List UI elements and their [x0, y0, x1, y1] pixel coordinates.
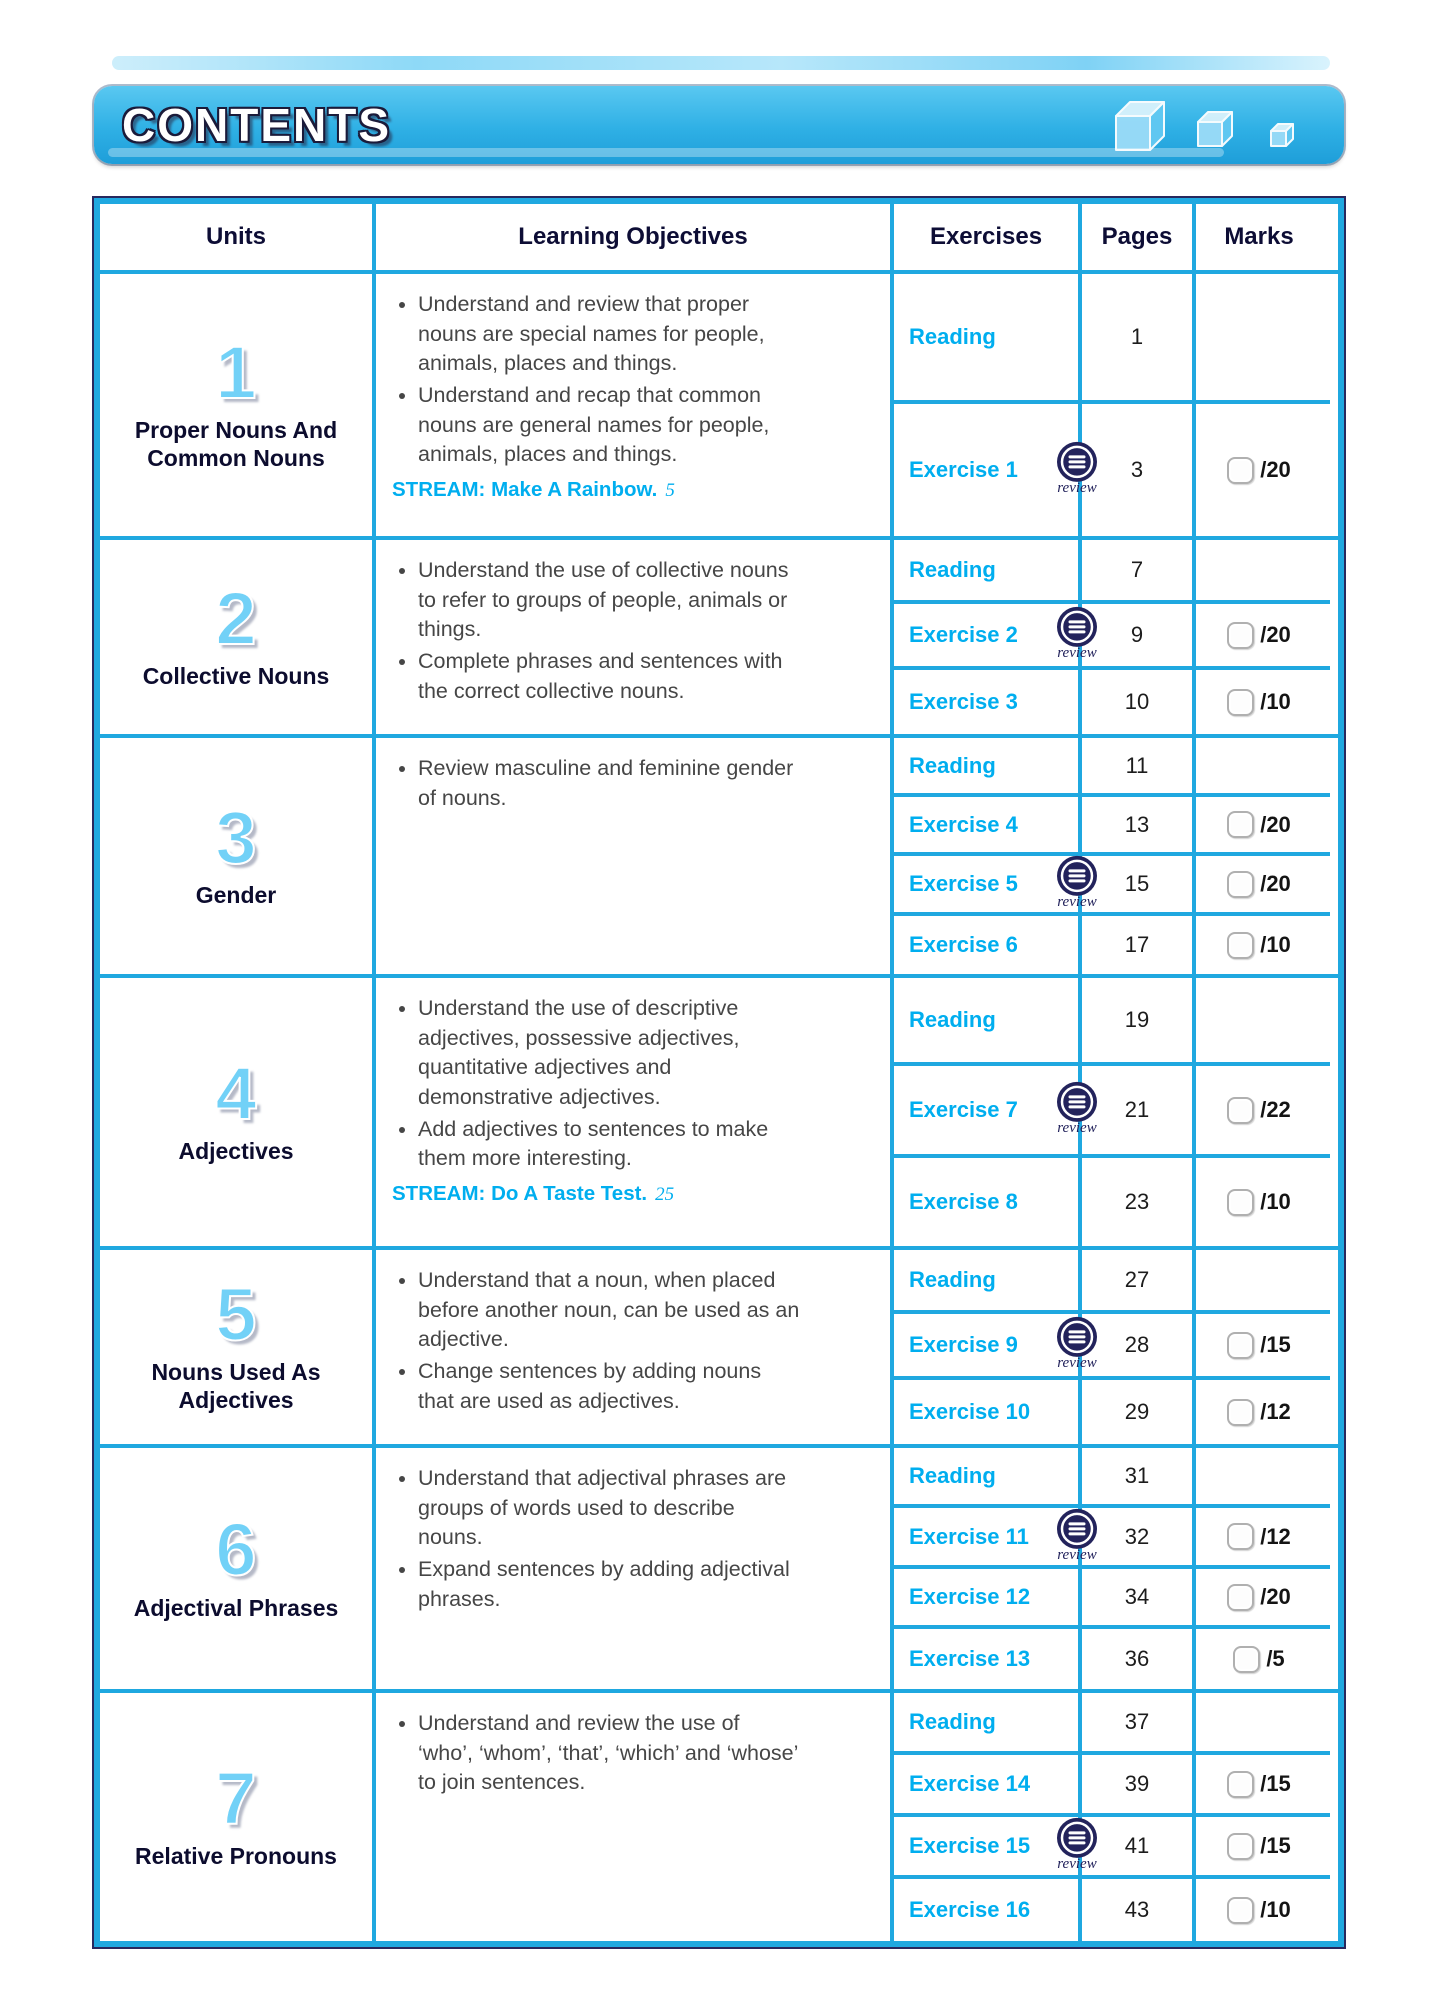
exercise-row	[894, 1380, 1330, 1444]
unit-number: 6	[215, 1508, 257, 1592]
exercise-row	[894, 1817, 1330, 1879]
reading-label: Reading	[909, 1267, 996, 1292]
marks-box	[1227, 1399, 1254, 1426]
review-stamp-icon	[1050, 606, 1104, 662]
page-number: 28	[1124, 1332, 1150, 1357]
page-number: 34	[1124, 1584, 1150, 1609]
marks-box	[1227, 1897, 1254, 1924]
page-number: 23	[1124, 1189, 1150, 1214]
stream-text: STREAM: Do A Taste Test.	[392, 1181, 648, 1205]
marks-box	[1227, 1771, 1254, 1798]
unit-name: Gender	[195, 882, 277, 909]
unit-cell	[100, 1448, 376, 1689]
cube-icons	[1106, 94, 1326, 158]
objective-item: • Understand the use of descriptive adjectives, possessive adjectives, quantitative adjectives and demonstrative adjectives.	[418, 994, 800, 1113]
unit-number: 7	[215, 1756, 257, 1840]
review-stamp-icon	[1050, 1507, 1104, 1563]
page-number: 39	[1124, 1771, 1150, 1796]
decorative-strip	[112, 56, 1330, 70]
page-number: 11	[1125, 752, 1149, 778]
marks-box	[1227, 1584, 1254, 1611]
marks-cell	[1196, 1569, 1322, 1625]
review-stamp-label: review	[1057, 1855, 1097, 1872]
marks-box	[1227, 1097, 1254, 1124]
marks-box	[1227, 689, 1254, 716]
exercise-row	[894, 1250, 1330, 1314]
exercise-row	[894, 1755, 1330, 1817]
unit-name: Proper Nouns And Common Nouns	[134, 417, 338, 472]
stream-page-number: 5	[665, 479, 675, 501]
unit-cell	[100, 738, 376, 974]
page-number: 27	[1124, 1267, 1150, 1292]
marks-value: /20	[1260, 811, 1291, 837]
exercise-row	[894, 1569, 1330, 1629]
marks-cell	[1196, 1250, 1322, 1310]
exercise-rows	[894, 540, 1330, 734]
review-stamp-label: review	[1057, 1119, 1097, 1136]
unit-cell	[100, 540, 376, 734]
page-banner	[94, 86, 1344, 164]
review-stamp-label: review	[1057, 644, 1097, 661]
review-stamp-label: review	[1057, 1546, 1097, 1563]
marks-value: /5	[1266, 1646, 1285, 1671]
page-number: 15	[1124, 871, 1150, 896]
exercise-row	[894, 978, 1330, 1066]
review-stamp-icon	[1050, 855, 1104, 911]
learning-objectives-cell	[376, 274, 894, 536]
exercise-label: Exercise 3	[909, 689, 1018, 714]
stream-text: STREAM: Make A Rainbow.	[392, 477, 658, 501]
learning-objectives-cell	[376, 978, 894, 1246]
exercise-rows	[894, 1693, 1330, 1941]
unit-cell	[100, 274, 376, 536]
marks-cell	[1196, 978, 1322, 1062]
exercise-label: Exercise 14	[909, 1771, 1031, 1796]
reading-label: Reading	[909, 1709, 996, 1734]
unit-row-7	[100, 1693, 1338, 1941]
review-stamp-icon	[1050, 1817, 1104, 1873]
unit-cell	[100, 1693, 376, 1941]
stream-note	[392, 1182, 800, 1206]
objective-item: • Understand and recap that common nouns are general names for people, animals, places and things.	[418, 381, 800, 470]
page-number: 7	[1130, 557, 1144, 582]
page-number: 17	[1124, 932, 1150, 957]
objective-item: • Expand sentences by adding adjectival phrases.	[418, 1555, 800, 1614]
unit-cell	[100, 1250, 376, 1444]
unit-row-3	[100, 738, 1338, 978]
reading-label: Reading	[909, 324, 996, 349]
page-number: 36	[1124, 1646, 1150, 1671]
exercise-row	[894, 1314, 1330, 1380]
objective-item: • Complete phrases and sentences with the correct collective nouns.	[418, 647, 800, 706]
exercise-row	[894, 1879, 1330, 1941]
marks-cell	[1196, 404, 1322, 536]
page-title: CONTENTS	[122, 99, 391, 151]
exercise-label: Exercise 1	[909, 457, 1018, 482]
column-header-objectives: Learning Objectives	[376, 204, 894, 270]
marks-box	[1227, 1189, 1254, 1216]
marks-box	[1227, 1332, 1254, 1359]
marks-cell	[1196, 1448, 1322, 1504]
review-stamp-icon	[1050, 441, 1104, 497]
column-header-pages: Pages	[1082, 204, 1196, 270]
page-number: 21	[1124, 1097, 1150, 1122]
marks-box	[1227, 1523, 1254, 1550]
exercise-row	[894, 404, 1330, 536]
reading-label: Reading	[909, 752, 996, 778]
marks-cell	[1196, 738, 1322, 793]
review-stamp-label: review	[1057, 893, 1097, 910]
exercise-label: Exercise 5	[909, 871, 1018, 896]
marks-value: /10	[1260, 932, 1291, 957]
objective-item: • Change sentences by adding nouns that are used as adjectives.	[418, 1357, 800, 1416]
exercise-label: Exercise 7	[909, 1097, 1018, 1122]
unit-number: 4	[215, 1051, 257, 1135]
unit-row-4	[100, 978, 1338, 1250]
unit-number: 5	[215, 1272, 257, 1356]
exercise-rows	[894, 978, 1330, 1246]
page-number: 32	[1124, 1523, 1150, 1549]
exercise-row	[894, 856, 1330, 916]
objective-item: • Understand the use of collective nouns to refer to groups of people, animals or things.	[418, 556, 800, 645]
unit-name: Adjectival Phrases	[133, 1594, 339, 1621]
exercise-label: Exercise 12	[909, 1584, 1031, 1609]
review-stamp-icon	[1050, 1316, 1104, 1372]
exercise-row	[894, 670, 1330, 734]
unit-name: Nouns Used As Adjectives	[151, 1359, 321, 1414]
contents-table	[94, 198, 1344, 1947]
page-number: 13	[1124, 811, 1150, 837]
exercise-rows	[894, 1448, 1330, 1689]
unit-number: 1	[215, 330, 257, 414]
exercise-label: Exercise 10	[909, 1399, 1031, 1424]
marks-cell	[1196, 274, 1322, 400]
review-stamp-icon	[1050, 1081, 1104, 1137]
marks-box	[1227, 622, 1254, 649]
marks-cell	[1196, 540, 1322, 600]
marks-cell	[1196, 1817, 1322, 1875]
stream-note	[392, 478, 800, 502]
objective-item: • Understand that a noun, when placed before another noun, can be used as an adjective.	[418, 1266, 800, 1355]
page-number: 29	[1124, 1399, 1150, 1424]
page-number: 1	[1130, 324, 1144, 349]
exercise-row	[894, 1693, 1330, 1755]
exercise-row	[894, 1448, 1330, 1508]
page-number: 9	[1130, 622, 1144, 647]
marks-value: /12	[1260, 1523, 1291, 1549]
exercise-row	[894, 1158, 1330, 1246]
marks-cell	[1196, 670, 1322, 734]
marks-value: /20	[1260, 871, 1291, 896]
exercise-label: Exercise 6	[909, 932, 1018, 957]
reading-label: Reading	[909, 1463, 996, 1488]
marks-cell	[1196, 1066, 1322, 1154]
exercise-label: Exercise 9	[909, 1332, 1018, 1357]
unit-row-5	[100, 1250, 1338, 1448]
exercise-label: Exercise 15	[909, 1833, 1031, 1858]
exercise-row	[894, 1066, 1330, 1158]
review-stamp-label: review	[1057, 479, 1097, 496]
exercise-row	[894, 1629, 1330, 1689]
marks-cell	[1196, 1380, 1322, 1444]
exercise-row	[894, 916, 1330, 974]
marks-value: /20	[1260, 622, 1291, 647]
learning-objectives-cell	[376, 1693, 894, 1941]
page-number: 3	[1130, 457, 1144, 482]
marks-cell	[1196, 604, 1322, 666]
marks-value: /22	[1260, 1097, 1291, 1122]
page-number: 37	[1124, 1709, 1150, 1734]
page-number: 19	[1124, 1007, 1150, 1032]
exercise-label: Exercise 13	[909, 1646, 1031, 1671]
exercise-label: Exercise 8	[909, 1189, 1018, 1214]
exercise-row	[894, 540, 1330, 604]
learning-objectives-cell	[376, 1250, 894, 1444]
marks-cell	[1196, 1693, 1322, 1751]
marks-cell	[1196, 1158, 1322, 1246]
objective-item: • Add adjectives to sentences to make them more interesting.	[418, 1115, 800, 1174]
exercise-label: Exercise 2	[909, 622, 1018, 647]
marks-box	[1227, 811, 1254, 838]
exercise-label: Exercise 16	[909, 1897, 1031, 1922]
marks-box	[1227, 932, 1254, 959]
exercise-rows	[894, 1250, 1330, 1444]
marks-value: /15	[1260, 1833, 1291, 1858]
page-number: 31	[1124, 1463, 1150, 1488]
marks-value: /12	[1260, 1399, 1291, 1424]
objective-item: • Understand that adjectival phrases are groups of words used to describe nouns.	[418, 1464, 800, 1553]
unit-row-1	[100, 274, 1338, 540]
objective-item: • Review masculine and feminine gender of nouns.	[418, 754, 800, 813]
stream-page-number: 25	[655, 1183, 675, 1205]
marks-box	[1233, 1646, 1260, 1673]
unit-number: 2	[215, 576, 257, 660]
exercise-row	[894, 274, 1330, 404]
page-number: 41	[1124, 1833, 1150, 1858]
marks-box	[1227, 871, 1254, 898]
marks-value: /15	[1260, 1332, 1291, 1357]
unit-number: 3	[215, 795, 257, 879]
learning-objectives-cell	[376, 1448, 894, 1689]
column-header-exercises: Exercises	[894, 204, 1082, 270]
marks-cell	[1196, 1508, 1322, 1565]
objective-item: • Understand and review that proper nouns are special names for people, animals, places and things.	[418, 290, 800, 379]
unit-row-6	[100, 1448, 1338, 1693]
unit-name: Collective Nouns	[142, 663, 330, 690]
exercise-row	[894, 604, 1330, 670]
column-header-units: Units	[100, 204, 376, 270]
learning-objectives-cell	[376, 738, 894, 974]
marks-cell	[1196, 1629, 1322, 1689]
exercise-row	[894, 1508, 1330, 1569]
exercise-row	[894, 797, 1330, 856]
unit-name: Relative Pronouns	[135, 1843, 337, 1870]
marks-box	[1227, 457, 1254, 484]
reading-label: Reading	[909, 557, 996, 582]
review-stamp-label: review	[1057, 1354, 1097, 1371]
marks-cell	[1196, 856, 1322, 912]
marks-box	[1227, 1833, 1254, 1860]
exercise-rows	[894, 274, 1330, 536]
marks-cell	[1196, 1314, 1322, 1376]
column-header-marks: Marks	[1224, 223, 1294, 250]
table-header-row	[100, 204, 1338, 274]
reading-label: Reading	[909, 1007, 996, 1032]
learning-objectives-cell	[376, 540, 894, 734]
marks-cell	[1196, 797, 1322, 852]
unit-cell	[100, 978, 376, 1246]
page-number: 43	[1124, 1897, 1150, 1922]
marks-value: /20	[1260, 457, 1291, 482]
marks-value: /10	[1260, 1189, 1291, 1214]
marks-value: /10	[1260, 689, 1291, 714]
exercise-label: Exercise 11	[909, 1523, 1029, 1549]
marks-cell	[1196, 1879, 1322, 1941]
marks-value: /20	[1260, 1584, 1291, 1609]
marks-cell	[1196, 916, 1322, 974]
exercise-rows	[894, 738, 1330, 974]
exercise-row	[894, 738, 1330, 797]
marks-value: /15	[1260, 1771, 1291, 1796]
exercise-label: Exercise 4	[909, 811, 1018, 837]
marks-value: /10	[1260, 1897, 1291, 1922]
page-number: 10	[1124, 689, 1150, 714]
marks-cell	[1196, 1755, 1322, 1813]
unit-row-2	[100, 540, 1338, 738]
objective-item: • Understand and review the use of ‘who’, ‘whom’, ‘that’, ‘which’ and ‘whose’ to join sentences.	[418, 1709, 800, 1798]
unit-name: Adjectives	[178, 1138, 294, 1165]
